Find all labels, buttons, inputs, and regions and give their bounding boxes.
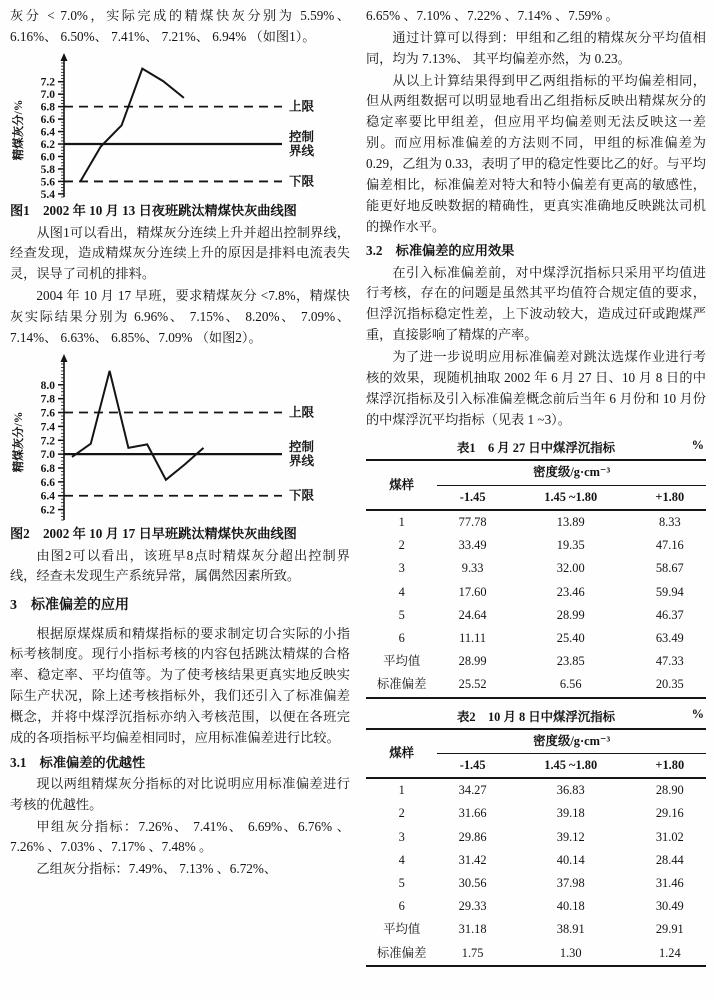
table-cell: 36.83 <box>556 783 585 798</box>
table-cell: 39.18 <box>556 806 585 821</box>
paragraph: 在引入标准偏差前，对中煤浮沉指标只采用平均值进行考核，存在的问题是虽然其平均值符合规定值的要求，但浮沉指标稳定性差，上下波动较大，造成过矸或跑煤严重，直接影响了精煤的产率。 <box>366 264 706 343</box>
paragraph: 从图1可以看出，精煤灰分连续上升并超出控制界线，经查发现，造成精煤灰分连续上升的原因是排料电流表失灵，误导了司机的排料。 <box>10 224 350 282</box>
table-cell: 40.18 <box>556 899 585 914</box>
row-label: 标准偏差 <box>376 945 427 960</box>
row-label: 1 <box>398 783 405 798</box>
table-row <box>366 557 706 580</box>
table-cell: 77.78 <box>458 514 487 529</box>
figure1-caption: 图1 2002 年 10 月 13 日夜班跳汰精煤快灰曲线图 <box>10 202 297 218</box>
table-cell: 34.27 <box>458 783 487 798</box>
table-cell: 30.56 <box>458 875 487 890</box>
paragraph: 6.65% 、7.10% 、7.22% 、7.14% 、7.59% 。 <box>366 8 619 23</box>
svg-text:7.0: 7.0 <box>40 88 55 101</box>
table-row <box>366 942 706 966</box>
figure1-line-chart <box>10 51 350 201</box>
paragraph: 通过计算可以得到：甲组和乙组的精煤灰分平均值相同，均为 7.13%、 其平均偏差亦然，为 0.23。 <box>366 29 706 66</box>
table-cell: 1.30 <box>559 945 582 960</box>
column-header-density-3: +1.80 <box>634 485 706 510</box>
table-cell: 28.99 <box>458 654 487 669</box>
table-cell: 30.49 <box>655 899 684 914</box>
svg-text:界线: 界线 <box>289 453 315 468</box>
right-column <box>366 6 706 1000</box>
svg-text:精煤灰分/%: 精煤灰分/% <box>13 99 25 161</box>
table-cell: 46.37 <box>655 607 684 622</box>
figure2-caption: 图2 2002 年 10 月 17 日早班跳汰精煤快灰曲线图 <box>10 525 297 541</box>
paragraph: 为了进一步说明应用标准偏差对跳汰选煤作业进行考核的效果，现随机抽取 2002 年 6 月 27 日、10 月 8 日的中煤浮沉指标及引入标准偏差概念前后当年 6 月份和 10 月份的中煤浮沉平均指标（见表 1 ~3）。 <box>366 349 706 427</box>
table-row <box>366 650 706 673</box>
table-cell: 31.18 <box>458 922 487 937</box>
table-row <box>366 581 706 604</box>
svg-text:上限: 上限 <box>289 405 315 420</box>
svg-text:7.8: 7.8 <box>40 393 55 406</box>
svg-text:控制: 控制 <box>289 129 315 144</box>
table1 <box>366 459 706 698</box>
paragraph: 现以两组精煤灰分指标的对比说明应用标准偏差进行考核的优越性。 <box>10 775 350 812</box>
svg-text:下限: 下限 <box>289 488 315 503</box>
row-label: 标准偏差 <box>376 677 427 692</box>
svg-text:7.0: 7.0 <box>40 448 55 461</box>
column-header-density-2: 1.45 ~1.80 <box>508 485 634 510</box>
section-heading-3-2: 3.2 标准偏差的应用效果 <box>366 243 515 259</box>
column-header-density: 密度级/g·cm⁻³ <box>437 460 706 485</box>
table1-section <box>366 438 706 698</box>
svg-text:6.2: 6.2 <box>40 138 55 151</box>
table1-title <box>366 438 706 456</box>
table2 <box>366 728 706 967</box>
row-label: 5 <box>398 875 405 890</box>
left-column <box>10 6 350 1000</box>
column-header-density-1: -1.45 <box>437 753 507 778</box>
chart-svg <box>10 51 354 201</box>
row-label: 4 <box>398 584 405 599</box>
row-label: 4 <box>398 852 405 867</box>
table-row <box>366 895 706 918</box>
table1-body <box>366 510 706 698</box>
figure-1 <box>10 51 350 222</box>
svg-text:6.2: 6.2 <box>40 504 55 517</box>
section-heading-3: 3 标准偏差的应用 <box>10 598 129 614</box>
column-header-density: 密度级/g·cm⁻³ <box>437 729 706 754</box>
row-label: 1 <box>398 514 405 529</box>
table-cell: 20.35 <box>655 677 684 692</box>
table-cell: 63.49 <box>655 631 684 646</box>
table-cell: 29.16 <box>655 806 684 821</box>
table-row <box>366 534 706 557</box>
table-row <box>366 872 706 895</box>
svg-text:7.2: 7.2 <box>40 76 55 89</box>
table1-title-text: 表1 6 月 27 日中煤浮沉指标 <box>457 441 615 456</box>
paragraph: 由图2可以看出，该班早8点时精煤灰分超出控制界线，经查未发现生产系统异常，属偶然因素所致。 <box>10 547 350 584</box>
column-header-density-2: 1.45 ~1.80 <box>508 753 634 778</box>
svg-text:5.6: 5.6 <box>40 176 55 189</box>
table-row <box>366 604 706 627</box>
table-cell: 1.75 <box>461 945 484 960</box>
table2-title-text: 表2 10 月 8 日中煤浮沉指标 <box>457 709 615 724</box>
svg-text:6.0: 6.0 <box>40 151 55 164</box>
table-cell: 1.24 <box>658 945 681 960</box>
paragraph: 甲组灰分指标：7.26%、 7.41%、 6.69%、6.76% 、7.26% 、7.03% 、7.17% 、7.48% 。 <box>10 818 350 855</box>
paragraph: 灰分 < 7.0%，实际完成的精煤快灰分别为 5.59%、 6.16%、 6.50%、 7.41%、 7.21%、 6.94% （如图1）。 <box>10 8 350 44</box>
table-row <box>366 673 706 697</box>
table-cell: 11.11 <box>459 631 487 646</box>
table-cell: 39.12 <box>556 829 585 844</box>
table-cell: 25.52 <box>458 677 487 692</box>
figure-2 <box>10 352 350 545</box>
paragraph: 2004 年 10 月 17 早班，要求精煤灰分 <7.8%，精煤快灰实际结果分别为 6.96%、 7.15%、 8.20%、 7.09%、 7.14%、 6.63%、 6.85%、7.09% （如图2）。 <box>10 288 350 345</box>
table-row <box>366 826 706 849</box>
table-cell: 29.33 <box>458 899 487 914</box>
table-cell: 23.85 <box>556 654 585 669</box>
table-cell: 47.16 <box>655 538 684 553</box>
table-cell: 47.33 <box>655 654 684 669</box>
svg-text:精煤灰分/%: 精煤灰分/% <box>13 411 25 473</box>
svg-text:8.0: 8.0 <box>40 379 55 392</box>
svg-text:7.4: 7.4 <box>40 421 55 434</box>
row-label: 6 <box>398 899 405 914</box>
table-cell: 23.46 <box>556 584 585 599</box>
table-cell: 37.98 <box>556 875 585 890</box>
table-cell: 31.42 <box>458 852 487 867</box>
table-cell: 33.49 <box>458 538 487 553</box>
svg-text:6.8: 6.8 <box>40 101 55 114</box>
table-row <box>366 627 706 650</box>
row-label: 2 <box>398 806 405 821</box>
svg-text:下限: 下限 <box>289 174 315 189</box>
svg-text:7.2: 7.2 <box>40 435 55 448</box>
table-row <box>366 918 706 941</box>
table-cell: 59.94 <box>655 584 684 599</box>
svg-text:6.6: 6.6 <box>40 476 55 489</box>
table-cell: 29.86 <box>458 829 487 844</box>
column-header-density-1: -1.45 <box>437 485 507 510</box>
svg-text:5.8: 5.8 <box>40 163 55 176</box>
table-row <box>366 849 706 872</box>
table1-unit-label: % <box>691 438 704 453</box>
svg-text:6.4: 6.4 <box>40 490 55 503</box>
table-cell: 6.56 <box>559 677 582 692</box>
row-label: 平均值 <box>383 654 421 669</box>
column-header-sample: 煤样 <box>366 460 437 509</box>
svg-text:界线: 界线 <box>289 143 315 158</box>
table-cell: 17.60 <box>458 584 487 599</box>
table-cell: 32.00 <box>556 561 585 576</box>
table-cell: 9.33 <box>461 561 484 576</box>
table-row <box>366 802 706 825</box>
chart-svg <box>10 352 354 524</box>
svg-text:6.8: 6.8 <box>40 462 55 475</box>
svg-text:控制: 控制 <box>289 439 315 454</box>
table-cell: 31.66 <box>458 806 487 821</box>
table-cell: 31.46 <box>655 875 684 890</box>
table-cell: 19.35 <box>556 538 585 553</box>
table-cell: 25.40 <box>556 631 585 646</box>
table-row <box>366 510 706 534</box>
paragraph: 乙组灰分指标：7.49%、 7.13% 、6.72%、 <box>36 861 278 877</box>
svg-text:6.4: 6.4 <box>40 126 55 139</box>
paragraph: 从以上计算结果得到甲乙两组指标的平均偏差相同，但从两组数据可以明显地看出乙组指标反映出精煤灰分的稳定率要比甲组差，但应用平均偏差则无法反映这一差别。而应用标准偏差的方法则不同，甲组的标准偏差为 0.29，乙组为 0.33，表明了甲的稳定性要比乙的好。与平均偏差相比，标准偏差对特大和特小偏差有更高的敏感性，能更好地反映数据的精确性，更真实准确地反映跳汰司机的操作水平。 <box>366 72 706 234</box>
table2-section <box>366 707 706 967</box>
figure2-line-chart <box>10 352 350 524</box>
table-cell: 24.64 <box>458 607 487 622</box>
row-label: 5 <box>398 607 405 622</box>
svg-text:7.6: 7.6 <box>40 407 55 420</box>
table2-unit-label: % <box>691 706 704 721</box>
table-cell: 28.90 <box>655 783 684 798</box>
row-label: 6 <box>398 631 405 646</box>
table-cell: 28.99 <box>556 607 585 622</box>
section-heading-3-1: 3.1 标准偏差的优越性 <box>10 754 146 770</box>
table-cell: 29.91 <box>655 922 684 937</box>
row-label: 3 <box>398 561 405 576</box>
table-cell: 13.89 <box>556 514 585 529</box>
row-label: 2 <box>398 538 405 553</box>
table-cell: 8.33 <box>658 514 681 529</box>
table2-title <box>366 707 706 725</box>
svg-text:6.6: 6.6 <box>40 113 55 126</box>
row-label: 平均值 <box>383 922 421 937</box>
table-cell: 40.14 <box>556 852 585 867</box>
column-header-sample: 煤样 <box>366 729 437 778</box>
svg-text:上限: 上限 <box>289 99 315 114</box>
table-cell: 28.44 <box>655 852 684 867</box>
paragraph: 根据原煤煤质和精煤指标的要求制定切合实际的小指标考核制度。现行小指标考核的内容包括跳汰精煤的合格率、稳定率、平均值等。为了使考核结果更真实地反映实际生产状况，除上述考核指标外，我们还引入了标准偏差概念，并将中煤浮沉指标亦纳入考核范围，以便在各班完成的各项指标平均偏差相同时，应用标准偏差进行比较。 <box>10 625 350 745</box>
column-header-density-3: +1.80 <box>634 753 706 778</box>
table-cell: 58.67 <box>655 561 684 576</box>
table-cell: 31.02 <box>655 829 684 844</box>
table-row <box>366 778 706 802</box>
table-cell: 38.91 <box>556 922 585 937</box>
table2-body <box>366 778 706 966</box>
svg-text:5.4: 5.4 <box>40 188 55 201</box>
row-label: 3 <box>398 829 405 844</box>
